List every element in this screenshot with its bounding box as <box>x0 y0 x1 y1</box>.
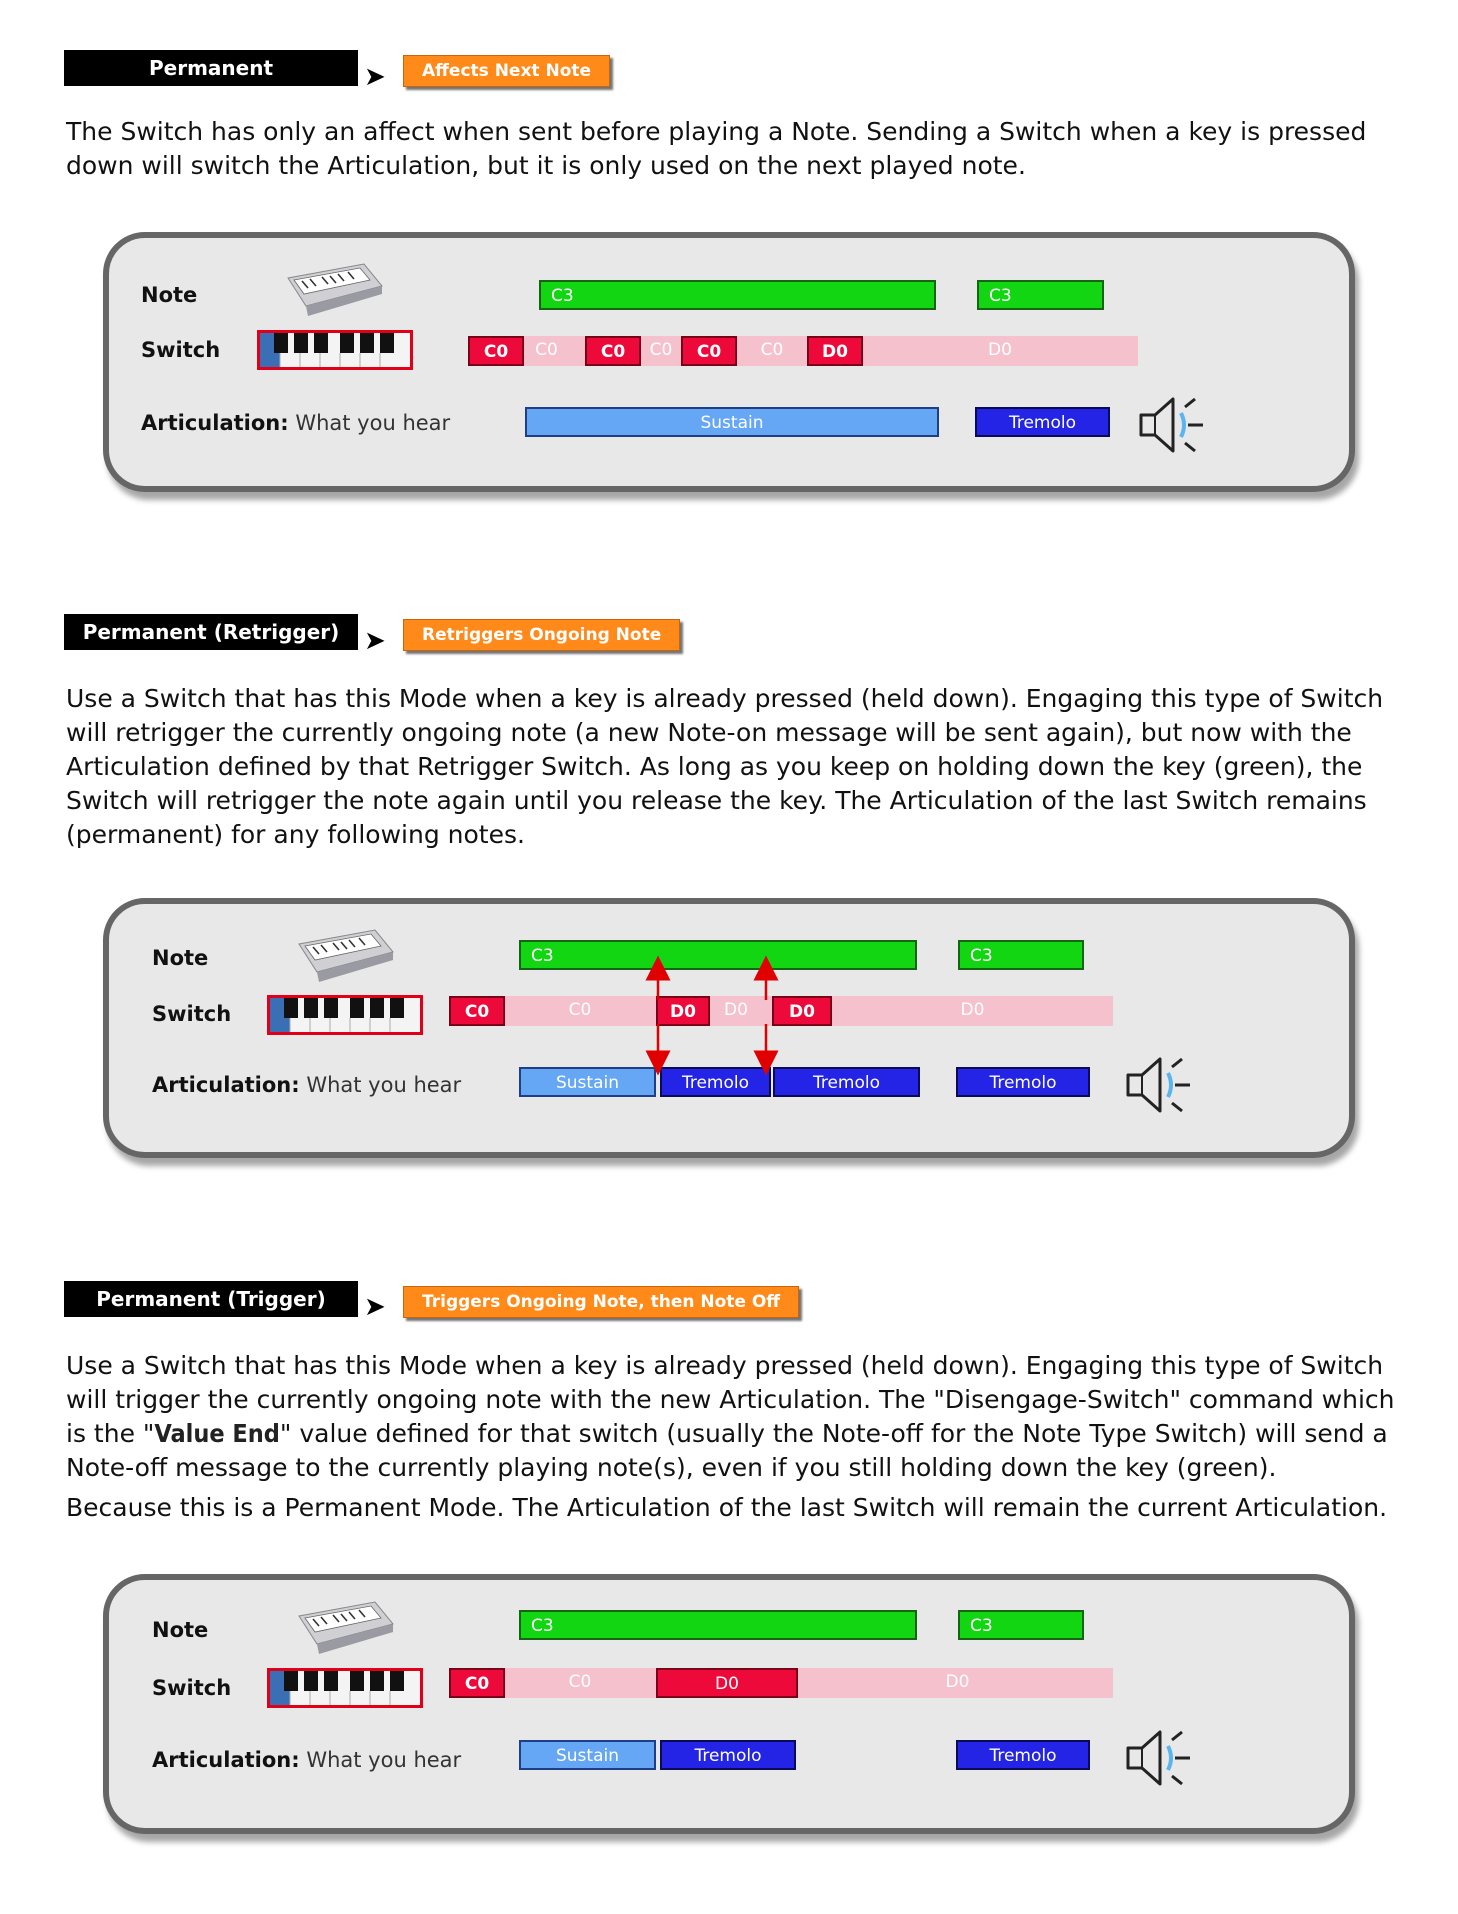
articulation-hint: What you hear <box>306 1073 462 1097</box>
paragraph-text: The Switch has only an affect when sent before playing a Note. Sending a Switch when a key is pressed down will switch the Articulation, but it is only used on the next played note. <box>66 117 1367 180</box>
switch-off-c0-1: C0 <box>568 1672 592 1692</box>
articulation-sustain: Sustain <box>519 1740 656 1770</box>
section-title-trigger: Permanent (Trigger) <box>64 1281 358 1317</box>
switch-label: Switch <box>141 338 221 362</box>
midi-keyboard-icon <box>293 1596 397 1658</box>
articulation-tremolo-2: Tremolo <box>773 1067 920 1097</box>
articulation-tremolo: Tremolo <box>975 407 1110 437</box>
note-bar-c3-1: C3 <box>519 1610 917 1640</box>
articulation-hint: What you hear <box>306 1748 462 1772</box>
note-bar-c3-2: C3 <box>977 280 1104 310</box>
articulation-label-bold: Articulation: <box>141 411 289 435</box>
section-title-retrigger: Permanent (Retrigger) <box>64 614 358 650</box>
switch-bar-d0-1: D0 <box>656 996 710 1026</box>
badge-triggers-ongoing-note: Triggers Ongoing Note, then Note Off <box>403 1286 799 1318</box>
switch-off-c0-2: C0 <box>649 340 673 360</box>
badge-retriggers-ongoing-note: Retriggers Ongoing Note <box>403 619 680 651</box>
switch-label: Switch <box>152 1002 232 1026</box>
switch-bar-c0-1: C0 <box>468 336 524 366</box>
note-bar-c3-1: C3 <box>539 280 936 310</box>
switch-off-d0-1: D0 <box>724 1000 748 1020</box>
switch-bar-c0-2: C0 <box>585 336 641 366</box>
switch-off-d0-2: D0 <box>960 1000 985 1020</box>
articulation-sustain: Sustain <box>525 407 939 437</box>
switch-bar-d0-1: D0 <box>656 1668 798 1698</box>
switch-bar-d0-1: D0 <box>807 336 863 366</box>
switch-bar-c0-3: C0 <box>681 336 737 366</box>
switch-off-d0-1: D0 <box>988 340 1012 360</box>
note-label: Note <box>152 1618 209 1642</box>
paragraph-trigger <box>66 1349 1396 1525</box>
articulation-hint: What you hear <box>295 411 451 435</box>
switch-label: Switch <box>152 1676 232 1700</box>
speaker-icon <box>1120 1045 1200 1125</box>
articulation-label <box>152 1748 461 1772</box>
articulation-tremolo-1: Tremolo <box>660 1067 771 1097</box>
articulation-sustain: Sustain <box>519 1067 656 1097</box>
note-bar-c3-2: C3 <box>958 1610 1084 1640</box>
paragraph-text <box>66 1349 1396 1485</box>
paragraph-text: Use a Switch that has this Mode when a key is already pressed (held down). Engaging this type of Switch will retrigger the currently ongoing note (a new Note-on message will be sent again), but now with the Articulation defined by that Retrigger Switch. As long as you keep on holding down the key (green), the Switch will retrigger the note again until you release the key. The Articulation of the last Switch remains (permanent) for any following notes. <box>66 684 1384 849</box>
articulation-label-bold: Articulation: <box>152 1748 300 1772</box>
switch-bar-c0-1: C0 <box>449 1668 505 1698</box>
switch-bar-c0-1: C0 <box>449 996 505 1026</box>
speaker-icon <box>1120 1718 1200 1798</box>
switch-off-d0-1: D0 <box>945 1672 970 1692</box>
paragraph-text-part-1: Use a Switch that has this Mode when a key is already pressed (held down). Engaging this type of Switch will trigger the currently ongoing note with the new Articulation. The "Disengage-Switch" command which is the " <box>66 1351 1395 1448</box>
paragraph-text-b: Because this is a Permanent Mode. The Articulation of the last Switch will remain the current Articulation. <box>66 1493 1388 1522</box>
paragraph-text-part-2: " value defined for that switch (usually the Note-off for the Note Type Switch) will send a Note-off message to the currently playing note(s), even if you still holding down the key (green). <box>66 1419 1388 1482</box>
articulation-tremolo-1: Tremolo <box>660 1740 796 1770</box>
note-bar-c3-2: C3 <box>958 940 1084 970</box>
switch-keys-icon <box>267 1668 423 1708</box>
arrow-right-icon: ➤ <box>364 626 386 656</box>
section-title-permanent: Permanent <box>64 50 358 86</box>
switch-off-c0-1: C0 <box>535 340 558 360</box>
value-end-term: Value End <box>154 1419 280 1448</box>
arrow-right-icon: ➤ <box>364 1292 386 1322</box>
articulation-tremolo-2: Tremolo <box>956 1740 1090 1770</box>
arrow-right-icon: ➤ <box>364 62 386 92</box>
articulation-tremolo-3: Tremolo <box>956 1067 1090 1097</box>
note-label: Note <box>152 946 209 970</box>
badge-affects-next-note: Affects Next Note <box>403 55 610 87</box>
note-bar-c3-1: C3 <box>519 940 917 970</box>
switch-bar-d0-2: D0 <box>772 996 832 1026</box>
note-label: Note <box>141 283 198 307</box>
articulation-label-bold: Articulation: <box>152 1073 300 1097</box>
switch-off-c0-1: C0 <box>568 1000 592 1020</box>
switch-off-c0-3: C0 <box>760 340 784 360</box>
